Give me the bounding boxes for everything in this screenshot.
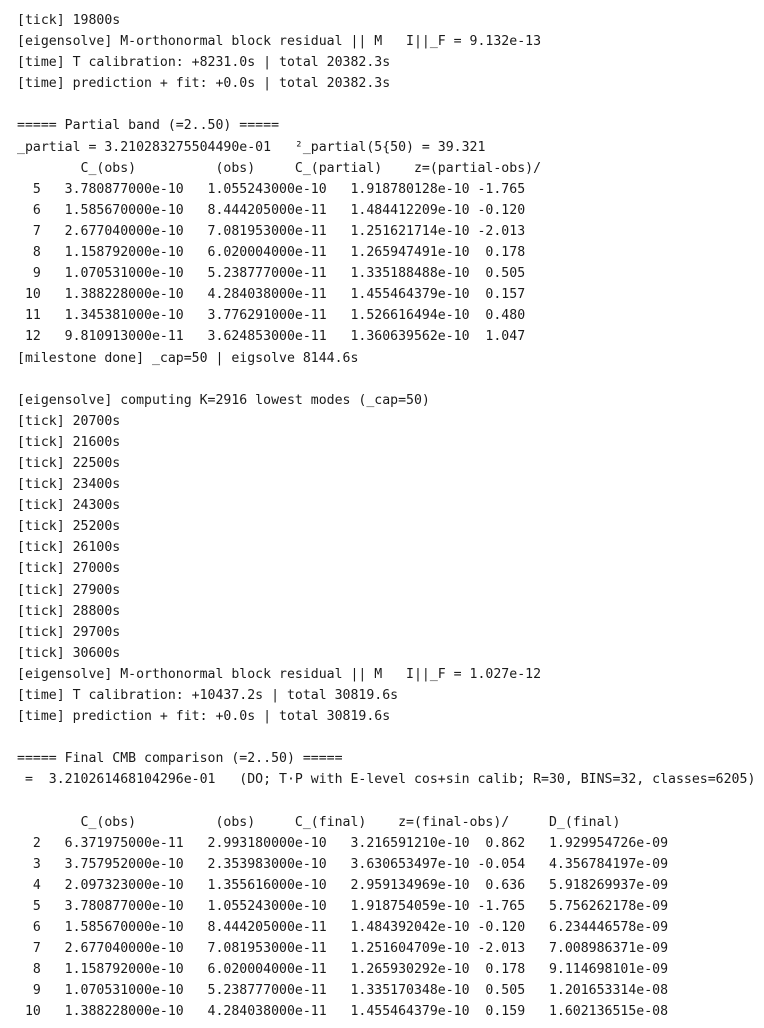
terminal-line: [tick] 20700s: [17, 413, 121, 429]
terminal-line: [tick] 23400s: [17, 477, 121, 493]
terminal-line: 6 1.585670000e-10 8.444205000e-11 1.484412209e-10 -0.120: [17, 202, 526, 218]
terminal-line: 9 1.070531000e-10 5.238777000e-11 1.335170348e-10 0.505 1.201653314e-08: [17, 983, 669, 999]
blank-line: [17, 94, 764, 115]
terminal-line: [time] T calibration: +8231.0s | total 20382.3s: [17, 55, 391, 71]
terminal-line: 11 1.345381000e-10 3.776291000e-11 1.526616494e-10 0.480: [17, 308, 526, 324]
terminal-line: 8 1.158792000e-10 6.020004000e-11 1.265947491e-10 0.178: [17, 245, 526, 261]
terminal-line: [eigensolve] M-orthonormal block residual || M I||_F = 9.132e-13: [17, 34, 542, 50]
terminal-line: [tick] 29700s: [17, 624, 121, 640]
terminal-line: 4 2.097323000e-10 1.355616000e-10 2.959134969e-10 0.636 5.918269937e-09: [17, 877, 669, 893]
blank-line: [17, 790, 764, 811]
terminal-line: 9 1.070531000e-10 5.238777000e-11 1.335188488e-10 0.505: [17, 266, 526, 282]
terminal-line: = 3.210261468104296e-01 (DO; T·P with E-level cos+sin calib; R=30, BINS=32, classes=6205): [17, 772, 756, 788]
terminal-line: [time] prediction + fit: +0.0s | total 30819.6s: [17, 709, 391, 725]
terminal-line: [tick] 27000s: [17, 561, 121, 577]
terminal-line: 7 2.677040000e-10 7.081953000e-11 1.251604709e-10 -2.013 7.008986371e-09: [17, 941, 669, 957]
terminal-line: 6 1.585670000e-10 8.444205000e-11 1.484392042e-10 -0.120 6.234446578e-09: [17, 920, 669, 936]
terminal-line: C_(obs) (obs) C_(partial) z=(partial-obs)/: [17, 160, 542, 176]
terminal-line: 10 1.388228000e-10 4.284038000e-11 1.455464379e-10 0.157: [17, 287, 526, 303]
terminal-line: [tick] 27900s: [17, 582, 121, 598]
terminal-line: [eigensolve] M-orthonormal block residual || M I||_F = 1.027e-12: [17, 666, 542, 682]
terminal-line: 5 3.780877000e-10 1.055243000e-10 1.918754059e-10 -1.765 5.756262178e-09: [17, 898, 669, 914]
terminal-line: [tick] 30600s: [17, 645, 121, 661]
terminal-line: ===== Final CMB comparison (=2..50) =====: [17, 751, 343, 767]
terminal-line: [tick] 19800s: [17, 13, 121, 28]
terminal-line: 12 9.810913000e-11 3.624853000e-11 1.360639562e-10 1.047: [17, 329, 526, 345]
terminal-line: [milestone done] _cap=50 | eigsolve 8144.6s: [17, 350, 359, 366]
terminal-line: 3 3.757952000e-10 2.353983000e-10 3.630653497e-10 -0.054 4.356784197e-09: [17, 856, 669, 872]
terminal-line: [tick] 21600s: [17, 434, 121, 450]
terminal-line: C_(obs) (obs) C_(final) z=(final-obs)/ D_(final): [17, 814, 621, 830]
terminal-line: 5 3.780877000e-10 1.055243000e-10 1.918780128e-10 -1.765: [17, 181, 526, 197]
terminal-line: 2 6.371975000e-11 2.993180000e-10 3.216591210e-10 0.862 1.929954726e-09: [17, 835, 669, 851]
terminal-line: 10 1.388228000e-10 4.284038000e-11 1.455464379e-10 0.159 1.602136515e-08: [17, 1004, 669, 1020]
terminal-line: 7 2.677040000e-10 7.081953000e-11 1.251621714e-10 -2.013: [17, 223, 526, 239]
terminal-line: [time] prediction + fit: +0.0s | total 20382.3s: [17, 76, 391, 92]
blank-line: [17, 727, 764, 748]
terminal-line: 8 1.158792000e-10 6.020004000e-11 1.265930292e-10 0.178 9.114698101e-09: [17, 962, 669, 978]
terminal-line: [eigensolve] computing K=2916 lowest modes (_cap=50): [17, 392, 430, 408]
terminal-line: [tick] 22500s: [17, 455, 121, 471]
terminal-line: [tick] 24300s: [17, 498, 121, 514]
terminal-line: [tick] 26100s: [17, 540, 121, 556]
terminal-line: [time] T calibration: +10437.2s | total 30819.6s: [17, 688, 399, 703]
terminal-line: [tick] 25200s: [17, 519, 121, 535]
terminal-line: _partial = 3.210283275504490e-01 ²_partial(5{50) = 39.321: [17, 139, 486, 155]
blank-line: [17, 369, 764, 390]
terminal-line: [tick] 28800s: [17, 603, 121, 619]
terminal-line: ===== Partial band (=2..50) =====: [17, 118, 280, 134]
